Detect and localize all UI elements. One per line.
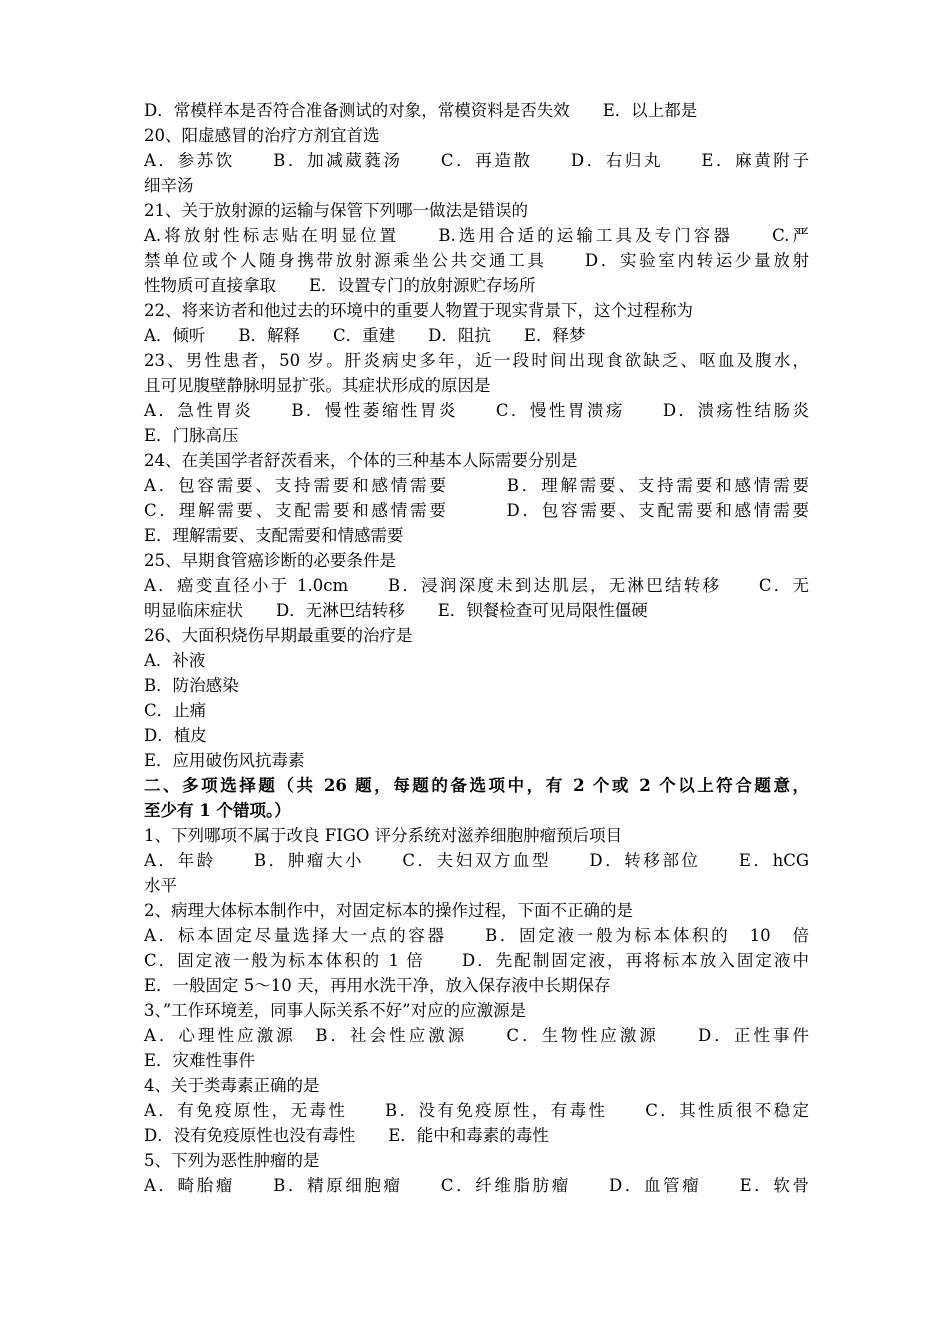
options-line: 细辛汤 bbox=[144, 176, 194, 195]
section-heading: 二、多项选择题（共 26 题，每题的备选项中，有 2 个或 2 个以上符合题意， bbox=[144, 776, 809, 795]
question-line: 24、在美国学者舒茨看来，个体的三种基本人际需要分别是 bbox=[144, 451, 578, 470]
options-line: 水平 bbox=[144, 876, 177, 895]
options-line: E．理解需要、支配需要和情感需要 bbox=[144, 526, 404, 545]
options-line: A．年龄 B．肿瘤大小 C．夫妇双方血型 D．转移部位 E．hCG bbox=[144, 851, 809, 870]
options-line: D．没有免疫原性也没有毒性 E．能中和毒素的毒性 bbox=[144, 1126, 549, 1145]
question-line: 1、下列哪项不属于改良 FIGO 评分系统对滋养细胞肿瘤预后项目 bbox=[144, 826, 623, 845]
options-line: E．门脉高压 bbox=[144, 426, 239, 445]
options-line: C．理解需要、支配需要和感情需要 D．包容需要、支配需要和感情需要 bbox=[144, 501, 809, 520]
question-line: 4、关于类毒素正确的是 bbox=[144, 1076, 320, 1095]
options-line: A．包容需要、支持需要和感情需要 B．理解需要、支持需要和感情需要 bbox=[144, 476, 809, 495]
options-line: 禁单位或个人随身携带放射源乘坐公共交通工具 D．实验室内转运少量放射 bbox=[144, 251, 809, 270]
question-line: 3、”工作环境差，同事人际关系不好”对应的应激源是 bbox=[144, 1001, 527, 1020]
options-line: E．应用破伤风抗毒素 bbox=[144, 751, 305, 770]
section-heading: 至少有 1 个错项。） bbox=[144, 801, 291, 820]
options-line: 明显临床症状 D．无淋巴结转移 E．钡餐检查可见局限性僵硬 bbox=[144, 601, 648, 620]
options-line: C．固定液一般为标本体积的 1 倍 D．先配制固定液，再将标本放入固定液中 bbox=[144, 951, 809, 970]
options-line: A．补液 bbox=[144, 651, 206, 670]
options-line: E．一般固定 5～10 天，再用水洗干净，放入保存液中长期保存 bbox=[144, 976, 611, 995]
document-body bbox=[144, 98, 809, 1198]
options-line: C．止痛 bbox=[144, 701, 207, 720]
question-line: 22、将来访者和他过去的环境中的重要人物置于现实背景下，这个过程称为 bbox=[144, 301, 693, 320]
options-line: D．植皮 bbox=[144, 726, 207, 745]
question-line: 20、阳虚感冒的治疗方剂宜首选 bbox=[144, 126, 380, 145]
options-line: A．参苏饮 B．加减葳蕤汤 C．再造散 D．右归丸 E．麻黄附子 bbox=[144, 151, 809, 170]
text-line: D．常模样本是否符合准备测试的对象，常模资料是否失效 E．以上都是 bbox=[144, 101, 698, 120]
options-line: A．急性胃炎 B．慢性萎缩性胃炎 C．慢性胃溃疡 D．溃疡性结肠炎 bbox=[144, 401, 809, 420]
question-line: 5、下列为恶性肿瘤的是 bbox=[144, 1151, 320, 1170]
question-line: 23、男性患者，50 岁。肝炎病史多年，近一段时间出现食欲缺乏、呕血及腹水， bbox=[144, 351, 809, 370]
question-line: 2、病理大体标本制作中，对固定标本的操作过程，下面不正确的是 bbox=[144, 901, 633, 920]
options-line: E．灾难性事件 bbox=[144, 1051, 256, 1070]
question-line: 21、关于放射源的运输与保管下列哪一做法是错误的 bbox=[144, 201, 528, 220]
options-line: B．防治感染 bbox=[144, 676, 239, 695]
options-line: A．标本固定尽量选择大一点的容器 B．固定液一般为标本体积的 10 倍 bbox=[144, 926, 809, 945]
question-line: 且可见腹壁静脉明显扩张。其症状形成的原因是 bbox=[144, 376, 491, 395]
options-line: A.将放射性标志贴在明显位置 B.选用合适的运输工具及专门容器 C.严 bbox=[144, 226, 809, 245]
options-line: 性物质可直接拿取 E．设置专门的放射源贮存场所 bbox=[144, 276, 536, 295]
options-line: A．心理性应激源 B．社会性应激源 C．生物性应激源 D．正性事件 bbox=[144, 1026, 809, 1045]
question-line: 25、早期食管癌诊断的必要条件是 bbox=[144, 551, 396, 570]
options-line: A．癌变直径小于 1.0cm B．浸润深度未到达肌层，无淋巴结转移 C．无 bbox=[144, 576, 809, 595]
options-line: A．有免疫原性，无毒性 B．没有免疫原性，有毒性 C．其性质很不稳定 bbox=[144, 1101, 809, 1120]
question-line: 26、大面积烧伤早期最重要的治疗是 bbox=[144, 626, 413, 645]
options-line: A．畸胎瘤 B．精原细胞瘤 C．纤维脂肪瘤 D．血管瘤 E．软骨 bbox=[144, 1176, 809, 1195]
options-line: A．倾听 B．解释 C．重建 D．阻抗 E．释梦 bbox=[144, 326, 586, 345]
